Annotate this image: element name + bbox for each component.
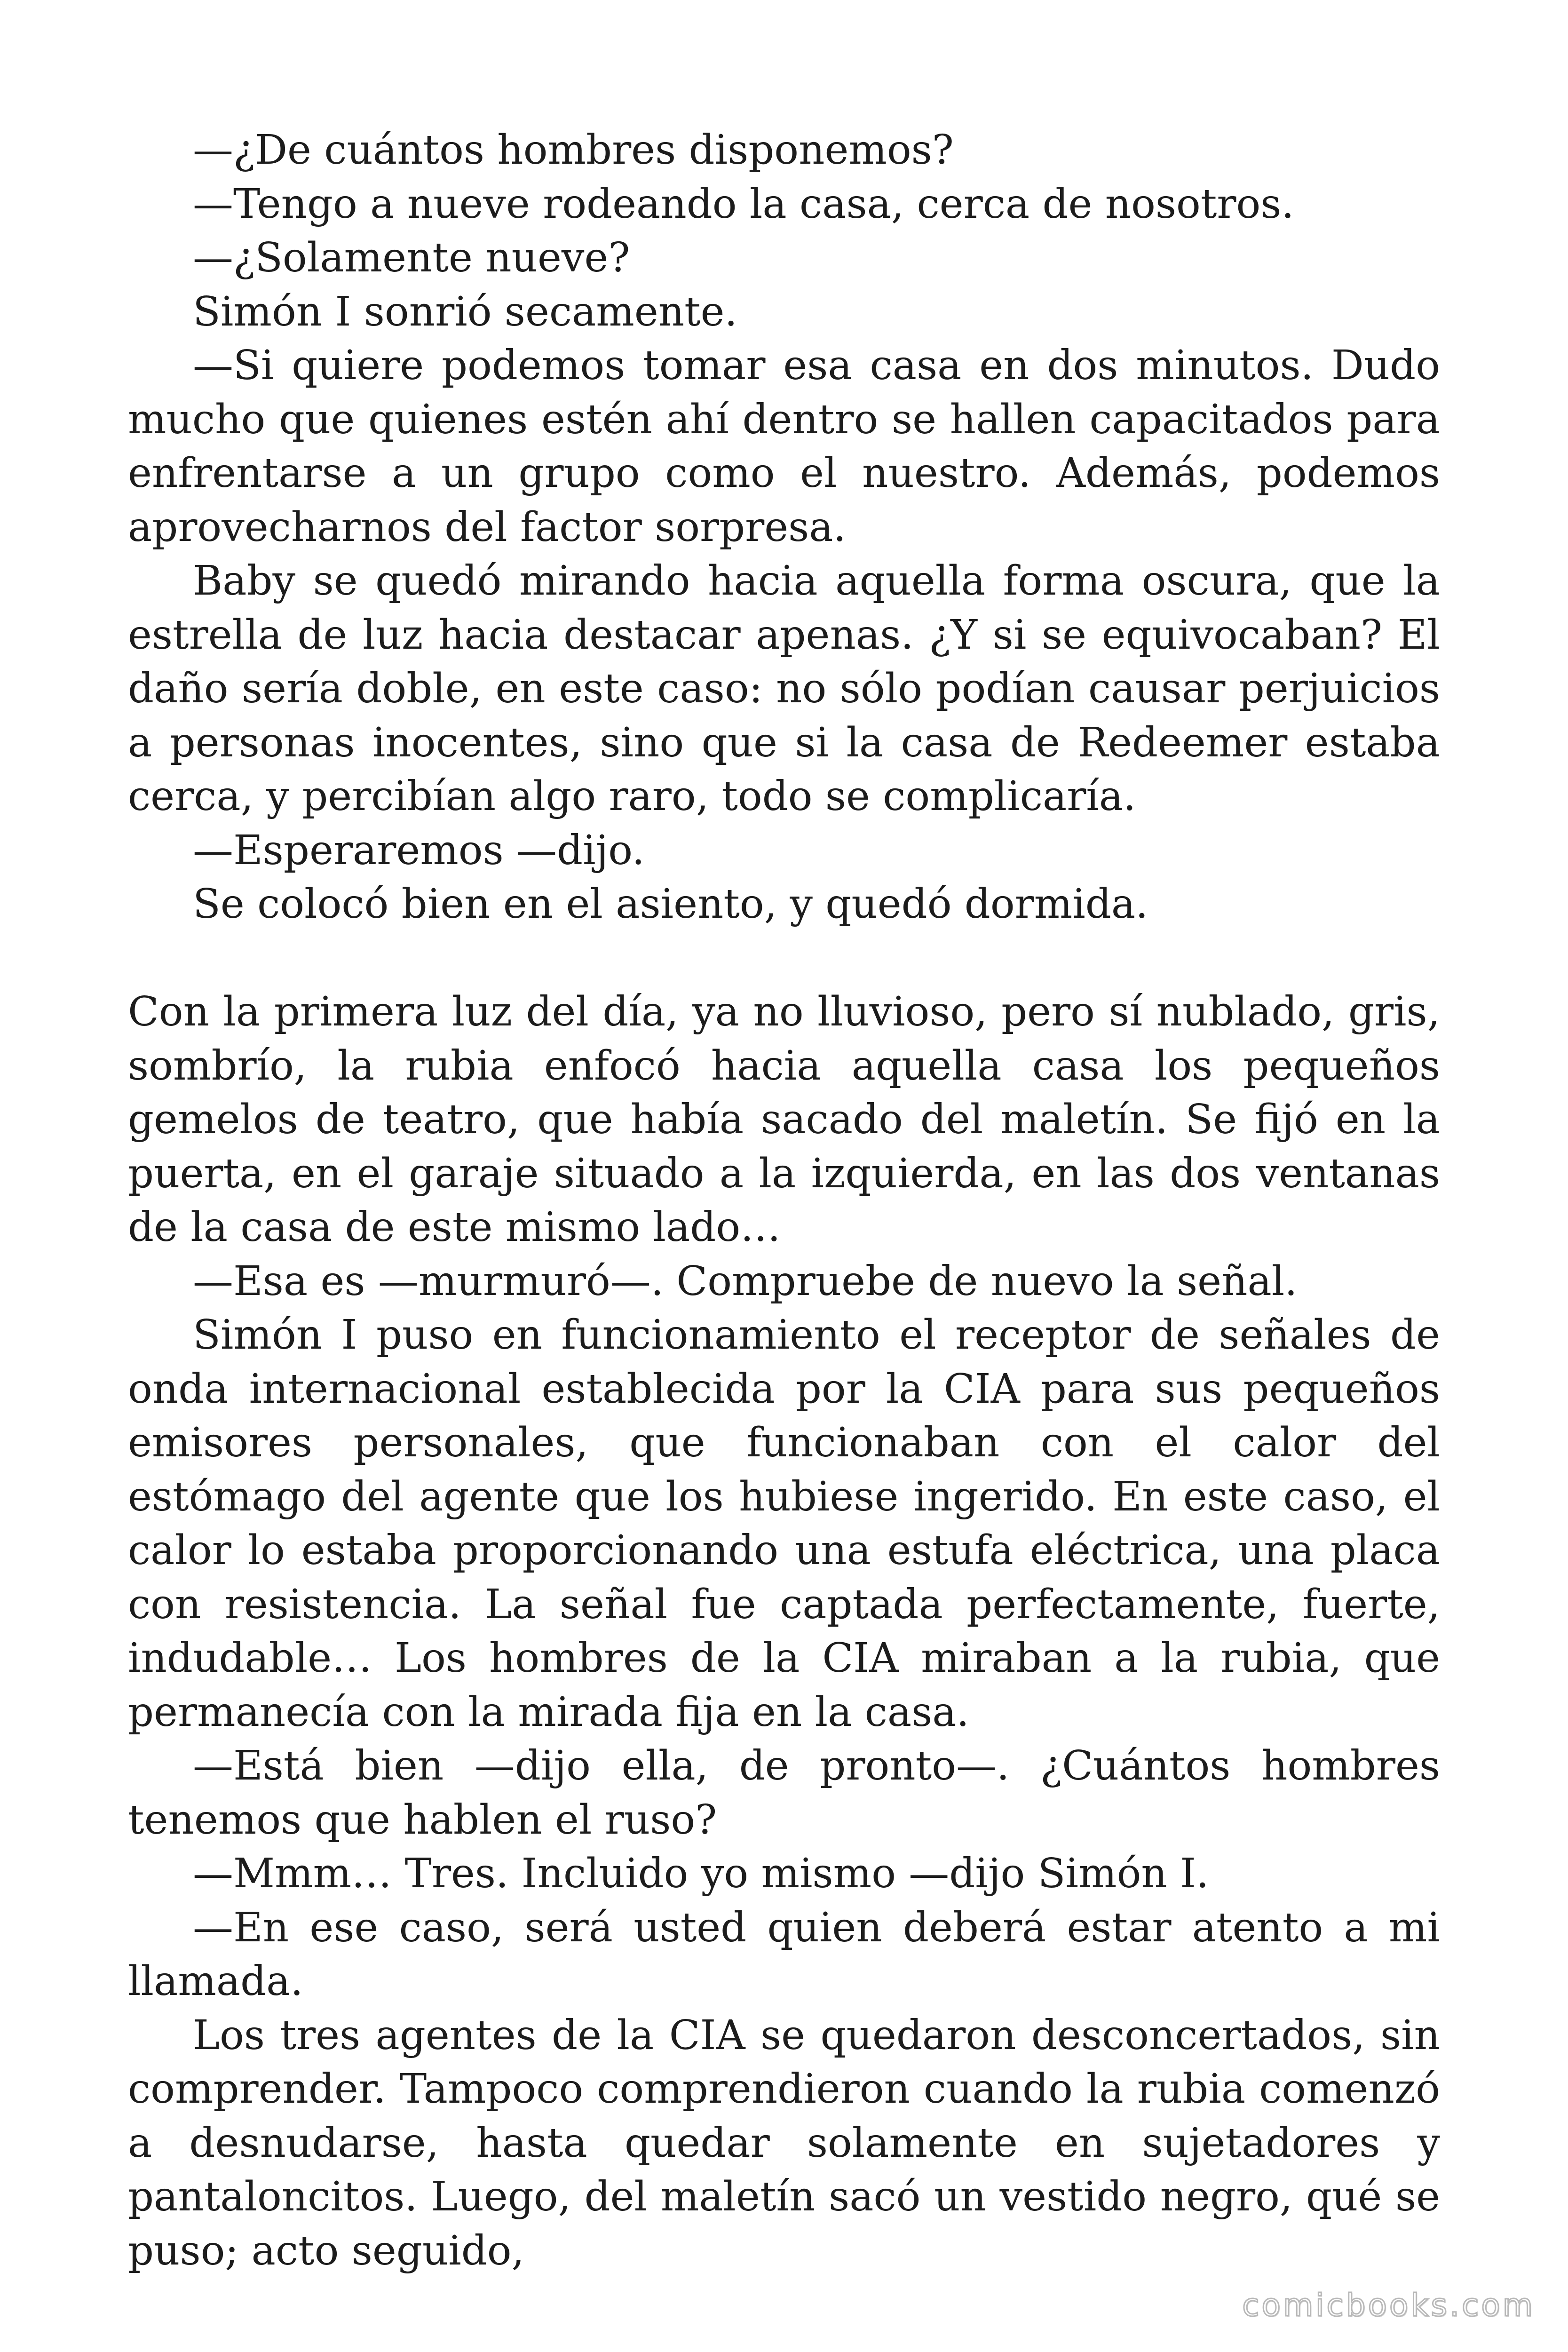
section-opening-paragraph: Con la primera luz del día, ya no lluvioso, pero sí nublado, gris, sombrío, la rubia enfocó hacia aquella casa los pequeños gemelos de teatro, que había sacado del maletín. Se fijó en la puerta, en el garaje situado a la izquierda, en las dos ventanas de la casa de este mismo lado… — [128, 988, 1440, 1251]
paragraph: —Si quiere podemos tomar esa casa en dos minutos. Dudo mucho que quienes estén ahí dentro se hallen capacitados para enfrentarse a un grupo como el nuestro. Además, podemos aprovecharnos del factor sorpresa. — [128, 342, 1440, 551]
paragraph: —¿De cuántos hombres disponemos? — [193, 127, 954, 174]
paragraph: —Esa es —murmuró—. Compruebe de nuevo la señal. — [193, 1257, 1298, 1305]
paragraph: Baby se quedó mirando hacia aquella forma oscura, que la estrella de luz hacia destacar apenas. ¿Y si se equivocaban? El daño sería doble, en este caso: no sólo podían causar perjuicios a personas inocentes, sino que si la casa de Redeemer estaba cerca, y percibían algo raro, todo se complicaría. — [128, 557, 1440, 820]
watermark: comicbooks.com — [1242, 2287, 1535, 2323]
paragraph: —¿Solamente nueve? — [193, 234, 630, 281]
paragraph: —Mmm… Tres. Incluido yo mismo —dijo Simón I. — [193, 1850, 1209, 1897]
paragraph: —En ese caso, será usted quien deberá estar atento a mi llamada. — [128, 1904, 1440, 2005]
paragraph: —Está bien —dijo ella, de pronto—. ¿Cuántos hombres tenemos que hablen el ruso? — [128, 1742, 1440, 1843]
body-text — [128, 123, 1440, 2278]
paragraph: —Tengo a nueve rodeando la casa, cerca de nosotros. — [193, 180, 1294, 228]
paragraph: Se colocó bien en el asiento, y quedó dormida. — [193, 881, 1148, 928]
paragraph: Los tres agentes de la CIA se quedaron desconcertados, sin comprender. Tampoco comprendieron cuando la rubia comenzó a desnudarse, hasta quedar solamente en sujetadores y pantaloncitos. Luego, del maletín sacó un vestido negro, qué se puso; acto seguido, — [128, 2011, 1440, 2274]
paragraph: Simón I puso en funcionamiento el receptor de señales de onda internacional establecida por la CIA para sus pequeños emisores personales, que funcionaban con el calor del estómago del agente que los hubiese ingerido. En este caso, el calor lo estaba proporcionando una estufa eléctrica, una placa con resistencia. La señal fue captada perfectamente, fuerte, indudable… Los hombres de la CIA miraban a la rubia, que permanecía con la mirada fija en la casa. — [128, 1311, 1440, 1736]
paragraph: Simón I sonrió secamente. — [193, 288, 737, 335]
paragraph: —Esperaremos —dijo. — [193, 826, 645, 874]
